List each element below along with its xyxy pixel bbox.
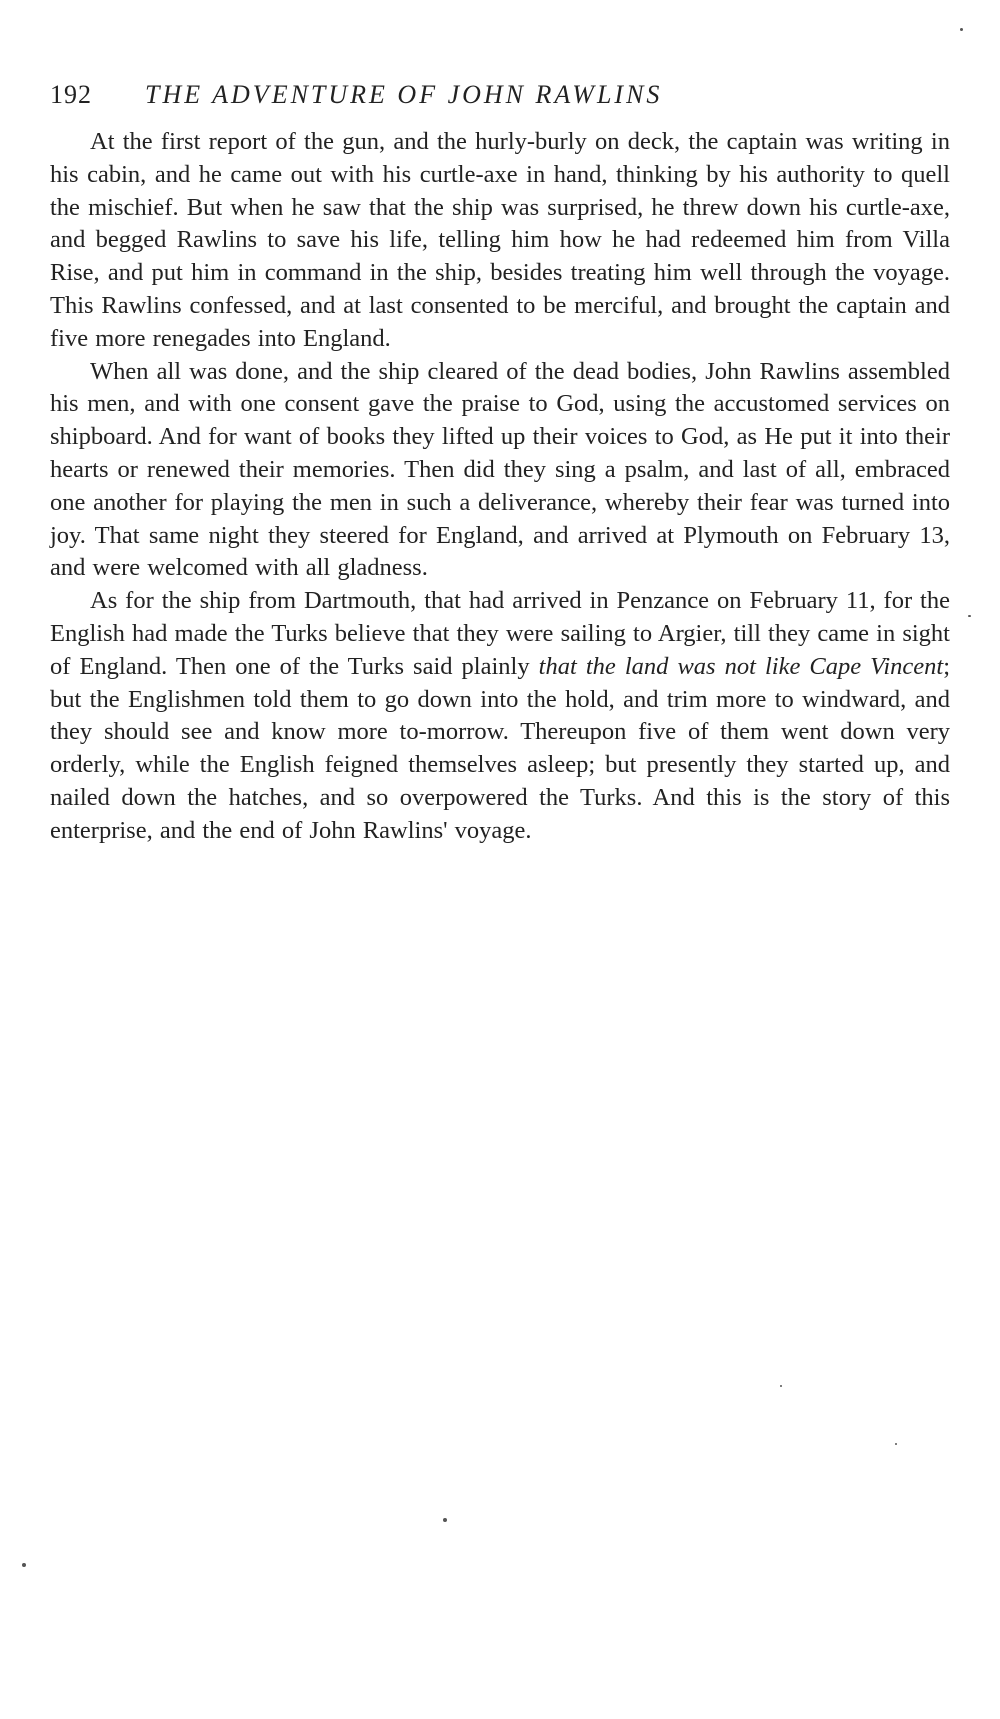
running-title: THE ADVENTURE OF JOHN RAWLINS	[145, 80, 663, 109]
body-text	[50, 126, 950, 848]
page-header	[50, 80, 950, 110]
paragraph-3	[50, 585, 950, 847]
scan-speck	[22, 1563, 26, 1567]
paragraph-3-text-before: As for the ship from Dartmouth, that had arrived in Penzance on February 11, for the English had made the Turks believe that they were sailing to Argier, till they came in sight of England. Then one of the Turks said plainly	[50, 587, 950, 680]
paragraph-1: At the first report of the gun, and the hurly-burly on deck, the captain was writing in his cabin, and he came out with his curtle-axe in hand, thinking by his authority to quell the mischief. But when he saw that the ship was surprised, he threw down his curtle-axe, and begged Rawlins to save his life, telling him how he had redeemed him from Villa Rise, and put him in command in the ship, besides treating him well through the voyage. This Rawlins confessed, and at last consented to be merciful, and brought the captain and five more renegades into England.	[50, 128, 950, 352]
scan-speck	[780, 1385, 782, 1387]
paragraph-2: When all was done, and the ship cleared of the dead bodies, John Rawlins assembled his men, and with one consent gave the praise to God, using the accustomed services on shipboard. And for want of books they lifted up their voices to God, as He put it into their hearts or renewed their memories. Then did they sing a psalm, and last of all, embraced one another for playing the men in such a deliverance, whereby their fear was turned into joy. That same night they steered for England, and arrived at Plymouth on February 13, and were welcomed with all gladness.	[50, 357, 950, 582]
scan-speck	[968, 615, 971, 617]
paragraph-3-text-after: ; but the Englishmen told them to go down into the hold, and trim more to windward, and they should see and know more to-morrow. Thereupon five of them went down very orderly, while the English feigned themselves asleep; but presently they started up, and nailed down the hatches, and so overpowered the Turks. And this is the story of this enterprise, and the end of John Rawlins' voyage.	[50, 652, 950, 844]
paragraph-3-italic-quote: that the land was not like Cape Vincent	[538, 652, 944, 680]
scan-speck	[443, 1518, 447, 1522]
book-page	[50, 80, 950, 848]
page-number: 192	[50, 80, 92, 109]
scan-speck	[960, 28, 963, 31]
scan-speck	[895, 1443, 897, 1445]
